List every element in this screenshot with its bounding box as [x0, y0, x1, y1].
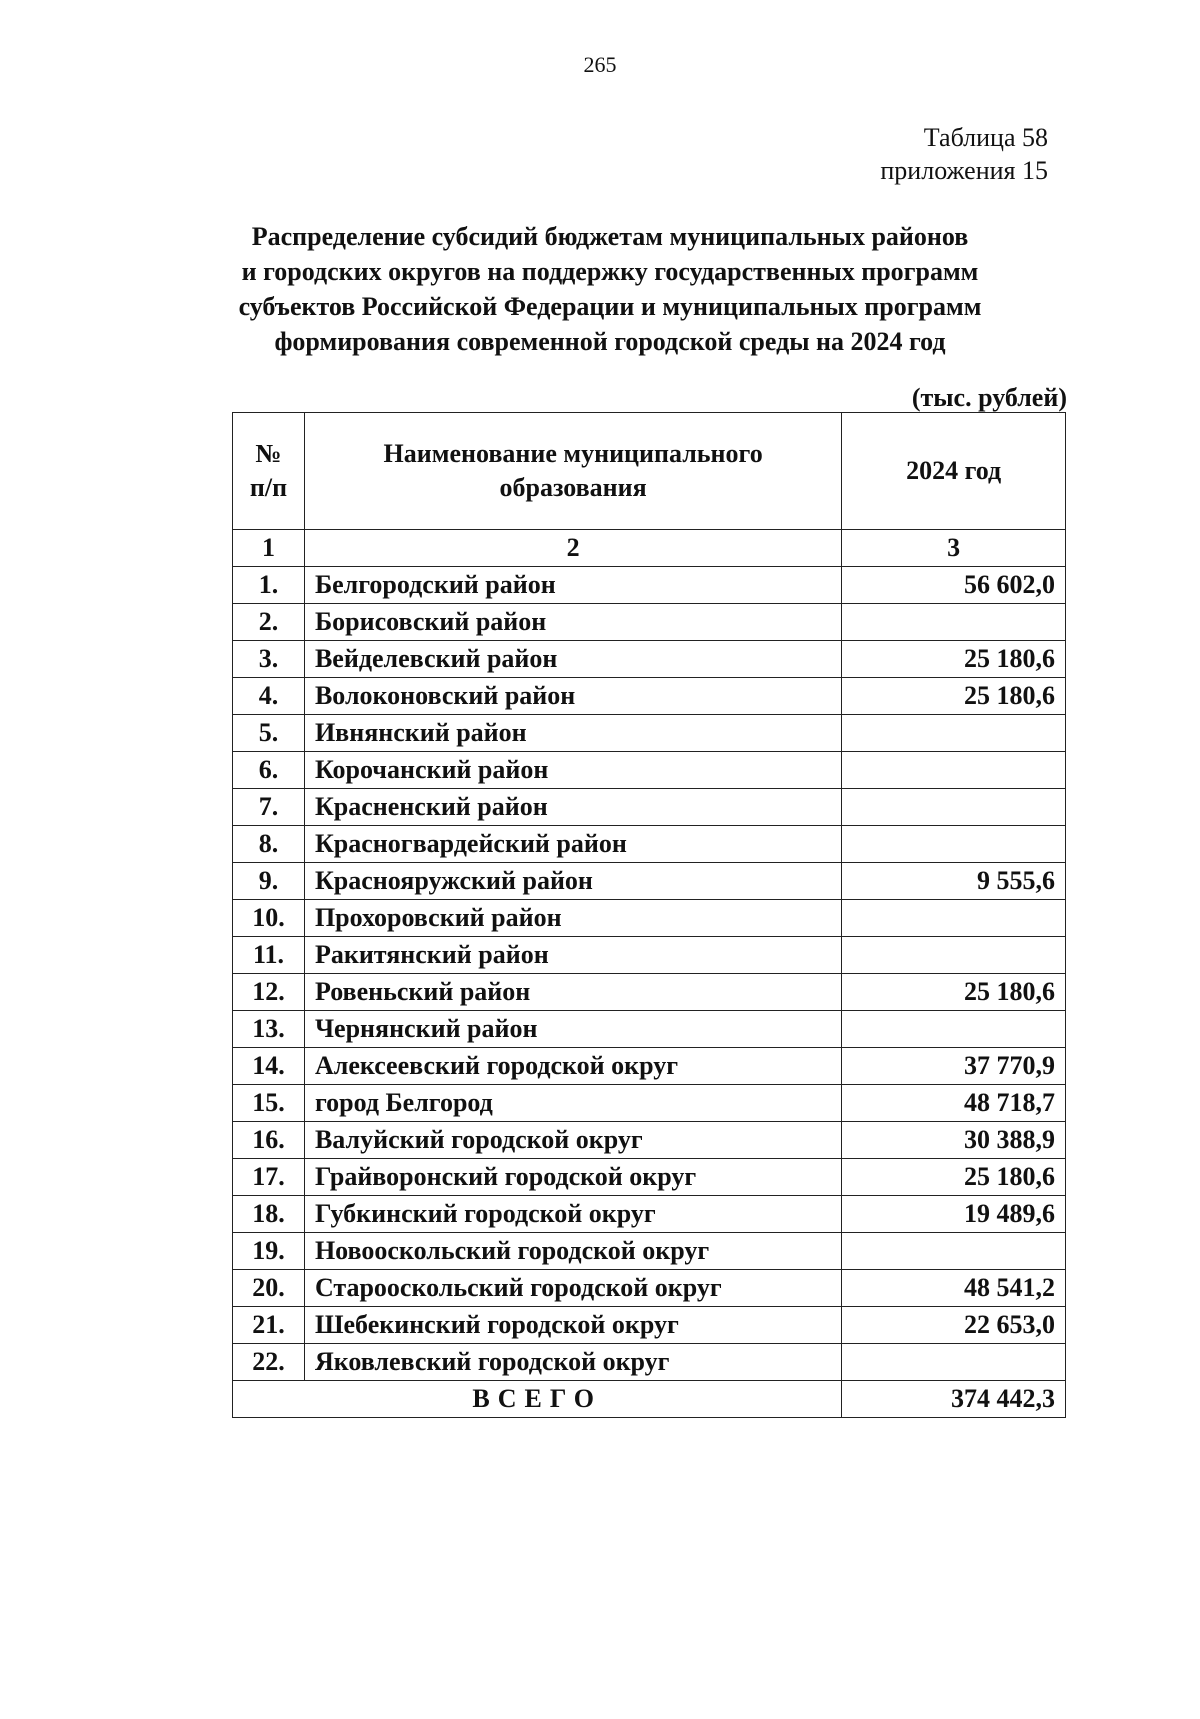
row-number: 4. [233, 678, 305, 715]
row-number: 15. [233, 1085, 305, 1122]
row-number: 10. [233, 900, 305, 937]
document-title-line: субъектов Российской Федерации и муниципальных программ [238, 292, 982, 321]
row-number: 16. [233, 1122, 305, 1159]
table-header-row [233, 413, 1066, 530]
row-number: 22. [233, 1344, 305, 1381]
row-value [842, 937, 1066, 974]
table-row [233, 1270, 1066, 1307]
row-value: 22 653,0 [842, 1307, 1066, 1344]
header-value: 2024 год [842, 413, 1066, 530]
row-name: Губкинский городской округ [304, 1196, 841, 1233]
column-index: 3 [842, 530, 1066, 567]
row-number: 2. [233, 604, 305, 641]
table-row [233, 1122, 1066, 1159]
page-number: 265 [583, 52, 617, 77]
row-number: 13. [233, 1011, 305, 1048]
column-index: 2 [304, 530, 841, 567]
row-name: Грайворонский городской округ [304, 1159, 841, 1196]
row-value: 25 180,6 [842, 641, 1066, 678]
row-value: 25 180,6 [842, 678, 1066, 715]
row-value: 19 489,6 [842, 1196, 1066, 1233]
header-name [304, 413, 841, 530]
row-value [842, 1344, 1066, 1381]
units-label: (тыс. рублей) [911, 383, 1067, 412]
header-number-line: № [255, 439, 282, 468]
table-row [233, 604, 1066, 641]
row-value [842, 752, 1066, 789]
document-title [160, 219, 1060, 359]
row-value [842, 1233, 1066, 1270]
table-row [233, 1233, 1066, 1270]
table-row [233, 1085, 1066, 1122]
row-name: Ракитянский район [304, 937, 841, 974]
row-number: 18. [233, 1196, 305, 1233]
row-name: Красненский район [304, 789, 841, 826]
row-value [842, 604, 1066, 641]
row-name: Чернянский район [304, 1011, 841, 1048]
row-name: Новооскольский городской округ [304, 1233, 841, 1270]
row-name: Борисовский район [304, 604, 841, 641]
row-name: Белгородский район [304, 567, 841, 604]
column-index: 1 [233, 530, 305, 567]
column-index-row [233, 530, 1066, 567]
row-value: 48 541,2 [842, 1270, 1066, 1307]
row-number: 9. [233, 863, 305, 900]
header-number [233, 413, 305, 530]
row-value [842, 900, 1066, 937]
table-row [233, 752, 1066, 789]
row-name: Алексеевский городской округ [304, 1048, 841, 1085]
row-name: Ровеньский район [304, 974, 841, 1011]
row-value [842, 1011, 1066, 1048]
row-number: 20. [233, 1270, 305, 1307]
table-row [233, 863, 1066, 900]
row-number: 8. [233, 826, 305, 863]
header-name-line: образования [499, 473, 647, 502]
table-row [233, 715, 1066, 752]
row-number: 3. [233, 641, 305, 678]
row-value: 37 770,9 [842, 1048, 1066, 1085]
row-value [842, 789, 1066, 826]
table-reference-line: Таблица 58 [923, 123, 1048, 152]
subsidy-table [232, 412, 1066, 1418]
row-name: Прохоровский район [304, 900, 841, 937]
row-value: 56 602,0 [842, 567, 1066, 604]
table-row [233, 641, 1066, 678]
table-row [233, 1307, 1066, 1344]
row-name: Старооскольский городской округ [304, 1270, 841, 1307]
table-row [233, 678, 1066, 715]
table-row [233, 1011, 1066, 1048]
row-name: Волоконовский район [304, 678, 841, 715]
total-label: ВСЕГО [233, 1381, 842, 1418]
document-title-line: Распределение субсидий бюджетам муниципальных районов [251, 222, 969, 251]
row-number: 17. [233, 1159, 305, 1196]
total-row [233, 1381, 1066, 1418]
row-name: Вейделевский район [304, 641, 841, 678]
row-number: 5. [233, 715, 305, 752]
table-row [233, 1159, 1066, 1196]
document-title-line: формирования современной городской среды на 2024 год [274, 327, 946, 356]
table-row [233, 1196, 1066, 1233]
row-name: Красногвардейский район [304, 826, 841, 863]
row-name: город Белгород [304, 1085, 841, 1122]
row-number: 12. [233, 974, 305, 1011]
table-reference-line: приложения 15 [880, 156, 1048, 185]
row-name: Валуйский городской округ [304, 1122, 841, 1159]
row-name: Корочанский район [304, 752, 841, 789]
row-number: 6. [233, 752, 305, 789]
table-row [233, 900, 1066, 937]
row-value: 25 180,6 [842, 974, 1066, 1011]
row-value: 9 555,6 [842, 863, 1066, 900]
table-row [233, 826, 1066, 863]
document-title-line: и городских округов на поддержку государственных программ [241, 257, 979, 286]
table-row [233, 567, 1066, 604]
row-number: 14. [233, 1048, 305, 1085]
row-number: 19. [233, 1233, 305, 1270]
row-value: 30 388,9 [842, 1122, 1066, 1159]
row-value [842, 715, 1066, 752]
row-number: 21. [233, 1307, 305, 1344]
header-number-line: п/п [249, 473, 288, 502]
header-name-line: Наименование муниципального [383, 439, 763, 468]
table-row [233, 789, 1066, 826]
row-number: 11. [233, 937, 305, 974]
row-name: Краснояружский район [304, 863, 841, 900]
table-row [233, 974, 1066, 1011]
row-name: Яковлевский городской округ [304, 1344, 841, 1381]
total-value: 374 442,3 [842, 1381, 1066, 1418]
row-value [842, 826, 1066, 863]
table-reference [880, 121, 1048, 187]
row-name: Ивнянский район [304, 715, 841, 752]
table-row [233, 1048, 1066, 1085]
table-row [233, 1344, 1066, 1381]
table-row [233, 937, 1066, 974]
row-value: 25 180,6 [842, 1159, 1066, 1196]
row-number: 7. [233, 789, 305, 826]
row-value: 48 718,7 [842, 1085, 1066, 1122]
row-name: Шебекинский городской округ [304, 1307, 841, 1344]
row-number: 1. [233, 567, 305, 604]
